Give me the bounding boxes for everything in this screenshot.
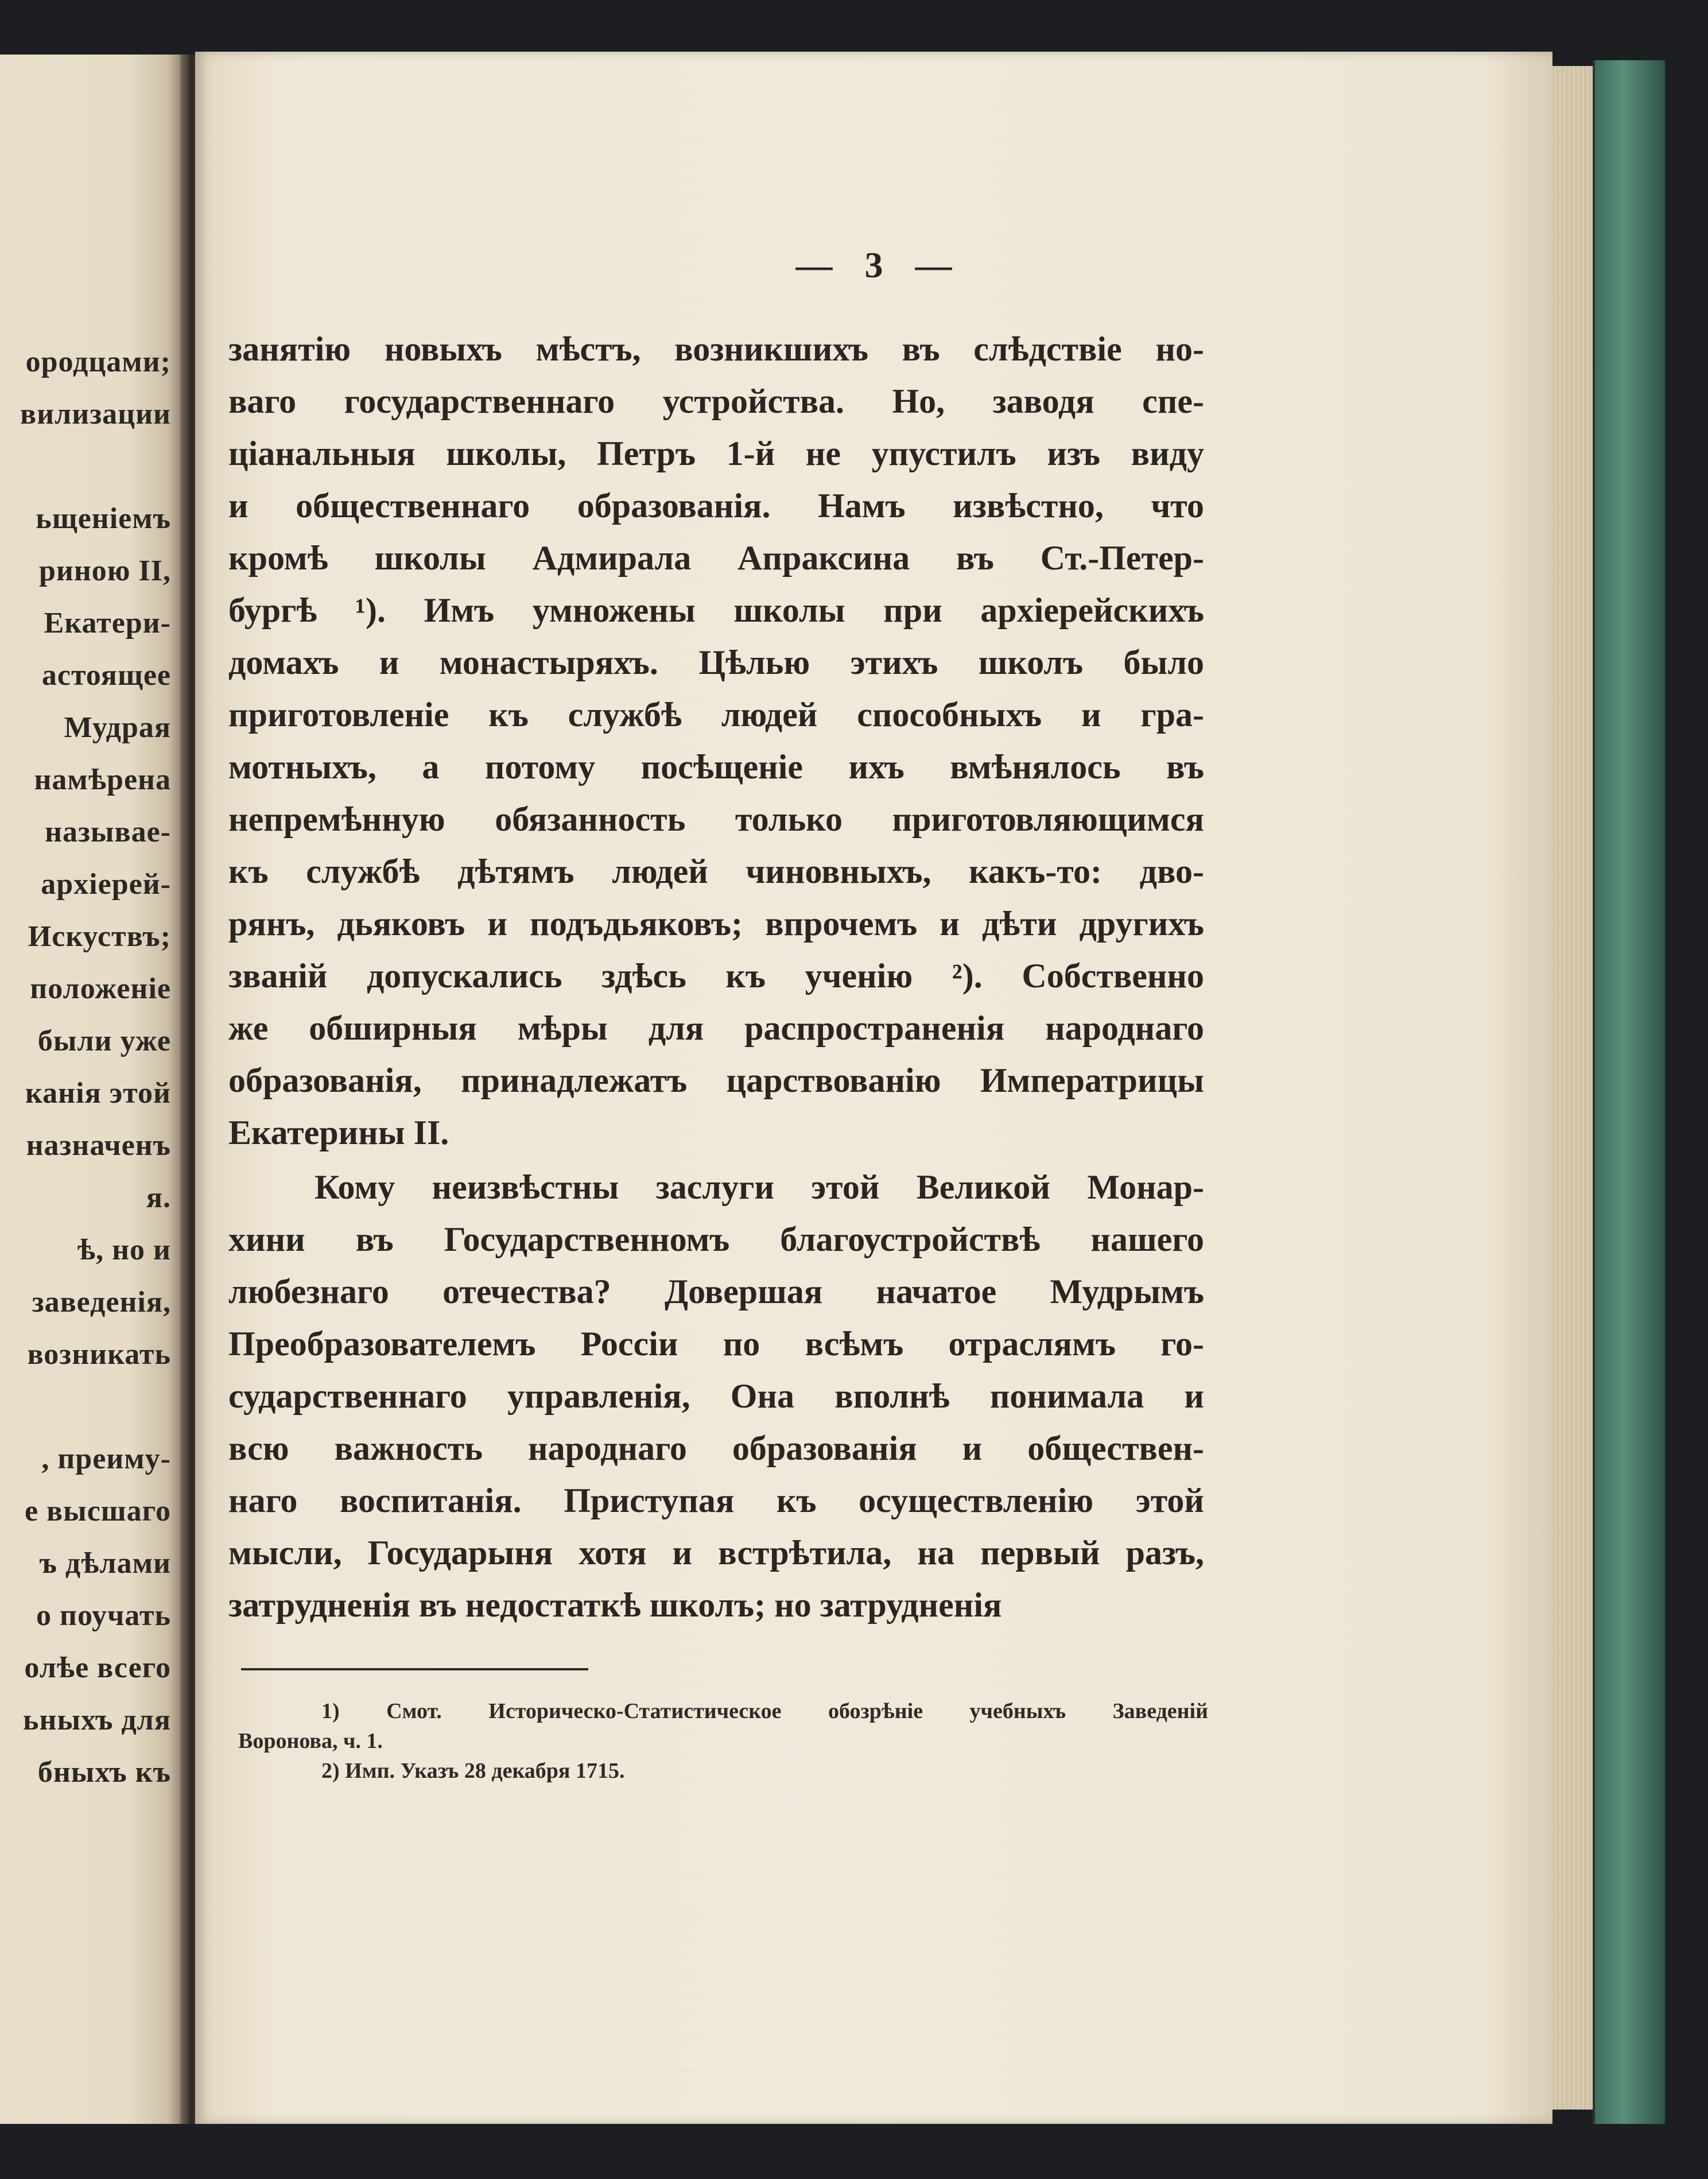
text-line: и общественнаго образованія. Намъ извѣстно, что xyxy=(228,487,1204,525)
text-line: званій допускались здѣсь къ ученію ²). Собственно xyxy=(228,957,1204,995)
left-page-line: ьныхъ для xyxy=(22,1704,171,1736)
text-line: къ службѣ дѣтямъ людей чиновныхъ, какъ-то: дво- xyxy=(228,852,1204,890)
left-page-line xyxy=(0,440,171,493)
text-line: ваго государственнаго устройства. Но, заводя спе- xyxy=(228,382,1204,420)
left-page-line: астоящее xyxy=(41,659,171,692)
left-page-line: бныхъ къ xyxy=(37,1756,171,1789)
text-line: бургѣ ¹). Имъ умножены школы при архіерейскихъ xyxy=(228,591,1204,629)
left-page-line: Екатери- xyxy=(44,607,171,639)
book-cover-edge xyxy=(1593,60,1665,2124)
text-line: затрудненія въ недостаткѣ школъ; но затрудненія xyxy=(228,1586,1002,1624)
main-text xyxy=(228,323,1204,1631)
text-line: образованія, принадлежатъ царствованію Императрицы xyxy=(228,1061,1204,1099)
left-page-line: ъ дѣлами xyxy=(39,1547,171,1580)
text-line: же обширныя мѣры для распространенія народнаго xyxy=(228,1009,1204,1047)
footnote-1-line-2: Воронова, ч. 1. xyxy=(238,1729,383,1753)
text-line: приготовленіе къ службѣ людей способныхъ и гра- xyxy=(228,696,1204,734)
left-page-line: о поучать xyxy=(36,1599,171,1632)
page-header xyxy=(195,244,1552,286)
text-line: Кому неизвѣстны заслуги этой Великой Монар- xyxy=(315,1168,1204,1206)
left-page-line: возникать xyxy=(27,1338,171,1371)
left-page-line xyxy=(0,1381,171,1433)
left-page-line: я. xyxy=(146,1181,171,1214)
header-dash-left: — xyxy=(795,245,833,285)
text-line: домахъ и монастыряхъ. Цѣлью этихъ школъ было xyxy=(228,643,1204,681)
left-page-line: Мудрая xyxy=(64,711,171,744)
text-line: Екатерины II. xyxy=(228,1114,449,1151)
left-page-line: архіерей- xyxy=(41,868,171,901)
left-page-line: е высшаго xyxy=(24,1495,171,1527)
left-page-line: канія этой xyxy=(25,1077,171,1110)
left-page-line: положеніе xyxy=(30,972,171,1005)
text-line: кромѣ школы Адмирала Апраксина въ Ст.-Петер- xyxy=(228,539,1204,577)
left-page-line: были уже xyxy=(37,1025,171,1057)
footnote-rule xyxy=(241,1668,588,1670)
left-page-line: называе- xyxy=(45,816,171,848)
text-line: всю важность народнаго образованія и обществен- xyxy=(228,1429,1204,1467)
left-page-line: назначенъ xyxy=(26,1129,171,1162)
footnotes xyxy=(238,1696,1208,1786)
text-line: наго воспитанія. Приступая къ осуществленію этой xyxy=(228,1482,1204,1519)
header-dash-right: — xyxy=(915,245,952,285)
page-number: 3 xyxy=(864,245,883,285)
left-page-line: олѣе всего xyxy=(24,1651,171,1684)
text-line: мысли, Государыня хотя и встрѣтила, на первый разъ, xyxy=(228,1534,1204,1572)
text-line: любезнаго отечества? Довершая начатое Мудрымъ xyxy=(228,1273,1204,1310)
text-line: мотныхъ, а потому посѣщеніе ихъ вмѣнялось въ xyxy=(228,748,1204,786)
text-line: рянъ, дьяковъ и подъдьяковъ; впрочемъ и дѣти другихъ xyxy=(228,905,1204,943)
left-page-line: Искуствъ; xyxy=(28,920,171,953)
text-line: сударственнаго управленія, Она вполнѣ понимала и xyxy=(228,1377,1204,1415)
left-facing-page xyxy=(0,55,183,2124)
left-page-line: ородцами; xyxy=(25,346,171,378)
left-page-line: риною II, xyxy=(38,555,171,587)
left-page-line: намѣрена xyxy=(34,763,171,796)
left-page-text xyxy=(0,336,171,1798)
page-edges xyxy=(1552,66,1593,2110)
text-line: Преобразователемъ Россіи по всѣмъ отраслямъ го- xyxy=(228,1325,1204,1363)
left-page-line: вилизации xyxy=(20,398,171,431)
text-line: хини въ Государственномъ благоустройствѣ нашего xyxy=(228,1220,1204,1258)
left-page-line: , преиму- xyxy=(41,1443,171,1475)
left-page-line: ѣ, но и xyxy=(77,1234,171,1266)
left-page-line: заведенія, xyxy=(32,1286,171,1319)
left-page-line: ьщеніемъ xyxy=(36,502,171,535)
footnote-2: 2) Имп. Указъ 28 декабря 1715. xyxy=(321,1759,625,1783)
text-line: ціанальныя школы, Петръ 1-й не упустилъ изъ виду xyxy=(228,435,1204,472)
text-line: занятію новыхъ мѣстъ, возникшихъ въ слѣдствіе но- xyxy=(228,330,1204,368)
text-line: непремѣнную обязанность только приготовляющимся xyxy=(228,800,1204,838)
footnote-1-line-1: 1) Смот. Историческо-Статистическое обозрѣніе учебныхъ Заведеній xyxy=(321,1699,1208,1723)
